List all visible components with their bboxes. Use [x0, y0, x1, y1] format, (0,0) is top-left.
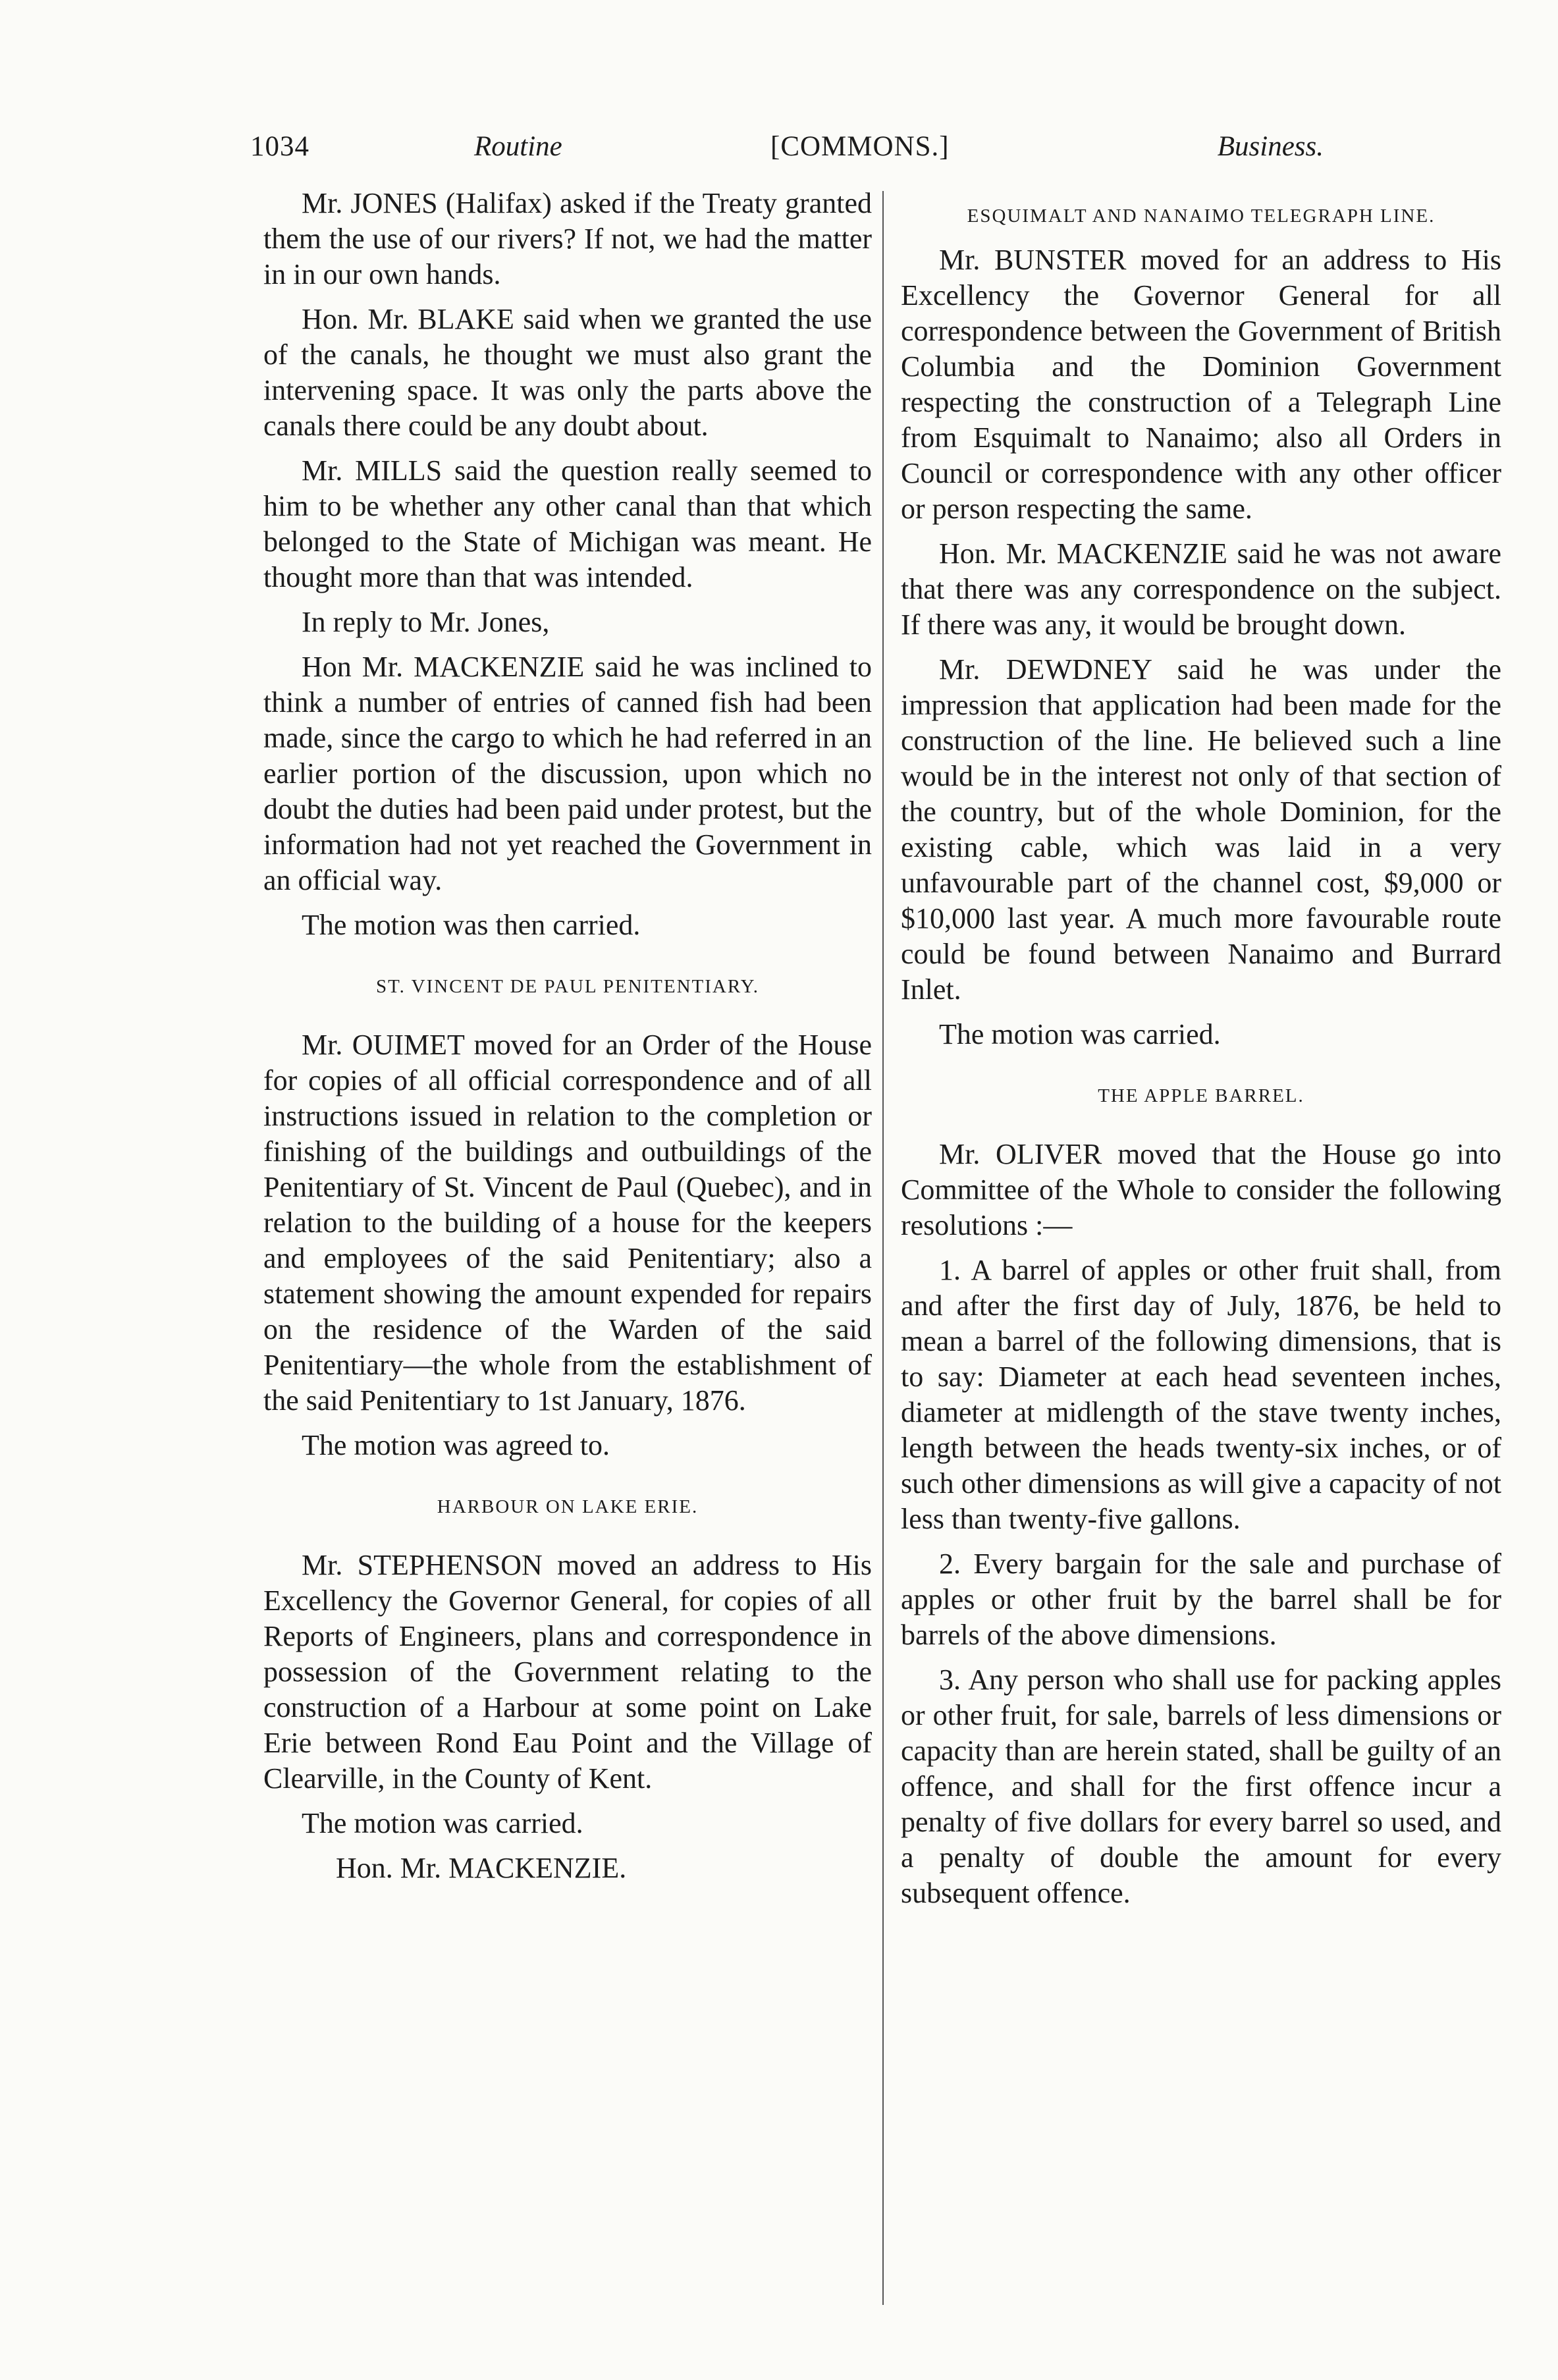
paragraph: The motion was carried. — [939, 1018, 1221, 1050]
header-right-title: Business. — [1217, 131, 1324, 162]
header-center-title: [COMMONS.] — [770, 131, 950, 162]
paragraph: Mr. JONES (Halifax) asked if the Treaty granted them the use of our rivers? If not, we had the matter in in our own hands. — [263, 187, 872, 290]
header-left-title: Routine — [474, 131, 562, 162]
left-column — [263, 186, 872, 1895]
paragraph: Hon. Mr. BLAKE said when we granted the use of the canals, he thought we must also grant the intervening space. It was only the parts above the canals there could be any doubt about. — [263, 303, 872, 442]
paragraph: Mr. OLIVER moved that the House go into Committee of the Whole to consider the following resolutions :— — [901, 1138, 1501, 1241]
paragraph: Mr. DEWDNEY said he was under the impression that application had been made for the construction of the line. He believed such a line would be in the interest not only of that section of the country, but of the whole Dominion, for the existing cable, which was laid in a very unfavourable part of the channel cost, $9,000 or $10,000 last year. A much more favourable route could be found between Nanaimo and Burrard Inlet. — [901, 653, 1501, 1006]
paragraph: 2. Every bargain for the sale and purchase of apples or other fruit by the barrel shall be for barrels of the above dimensions. — [901, 1548, 1501, 1651]
paragraph: 1. A barrel of apples or other fruit shall, from and after the first day of July, 1876, be held to mean a barrel of the following dimensions, that is to say: Diameter at each head seventeen inches, diameter at midlength of the stave twenty inches, length between the heads twenty-six inches, or of such other dimensions as will give a capacity of not less than twenty-five gallons. — [901, 1254, 1501, 1535]
section-heading: ST. VINCENT DE PAUL PENITENTIARY. — [375, 976, 760, 997]
paragraph: Mr. OUIMET moved for an Order of the House for copies of all official correspondence and of all instructions issued in relation to the completion or finishing of the buildings and outbuildings of the Penitentiary of St. Vincent de Paul (Quebec), and in relation to the building of a house for the keepers and employees of the said Penitentiary; also a statement showing the amount expended for repairs on the residence of the Warden of the said Penitentiary—the whole from the establishment of the said Penitentiary to 1st January, 1876. — [263, 1029, 872, 1417]
paragraph: The motion was agreed to. — [302, 1429, 610, 1461]
section-heading: THE APPLE BARREL. — [1098, 1085, 1304, 1106]
paragraph: 3. Any person who shall use for packing apples or other fruit, for sale, barrels of less dimensions or capacity than are herein stated, shall be guilty of an offence, and shall for the first offence incur a penalty of five dollars for every barrel so used, and a penalty of double the amount for every subsequent offence. — [901, 1663, 1501, 1909]
paragraph: Mr. MILLS said the question really seemed to him to be whether any other canal than that which belonged to the State of Michigan was meant. He thought more than that was intended. — [263, 454, 872, 593]
paragraph: The motion was carried. — [302, 1807, 583, 1839]
paragraph: Mr. BUNSTER moved for an address to His Excellency the Governor General for all correspondence between the Government of British Columbia and the Dominion Government respecting the construction of a Telegraph Line from Esquimalt to Nanaimo; also all Orders in Council or correspondence with any other officer or person respecting the same. — [901, 244, 1501, 525]
section-heading: ESQUIMALT AND NANAIMO TELEGRAPH LINE. — [967, 205, 1436, 227]
paragraph: In reply to Mr. Jones, — [302, 606, 550, 638]
paragraph: Hon Mr. MACKENZIE said he was inclined to think a number of entries of canned fish had been made, since the cargo to which he had referred in an earlier portion of the discussion, upon which no doubt the duties had been paid under protest, but the information had not yet reached the Government in an official way. — [263, 651, 872, 896]
section-heading: HARBOUR ON LAKE ERIE. — [437, 1496, 699, 1517]
right-column — [901, 186, 1501, 1920]
column-divider — [882, 191, 884, 2305]
paragraph: Mr. STEPHENSON moved an address to His Excellency the Governor General, for copies of all Reports of Engineers, plans and correspondence in possession of the Government relating to the construction of a Harbour at some point on Lake Erie between Rond Eau Point and the Village of Clearville, in the County of Kent. — [263, 1549, 872, 1795]
running-header — [250, 130, 1324, 183]
paragraph: Hon. Mr. MACKENZIE. — [336, 1852, 627, 1884]
page-number: 1034 — [250, 131, 309, 162]
paragraph: The motion was then carried. — [302, 909, 641, 941]
paragraph: Hon. Mr. MACKENZIE said he was not aware that there was any correspondence on the subject. If there was any, it would be brought down. — [901, 537, 1501, 641]
